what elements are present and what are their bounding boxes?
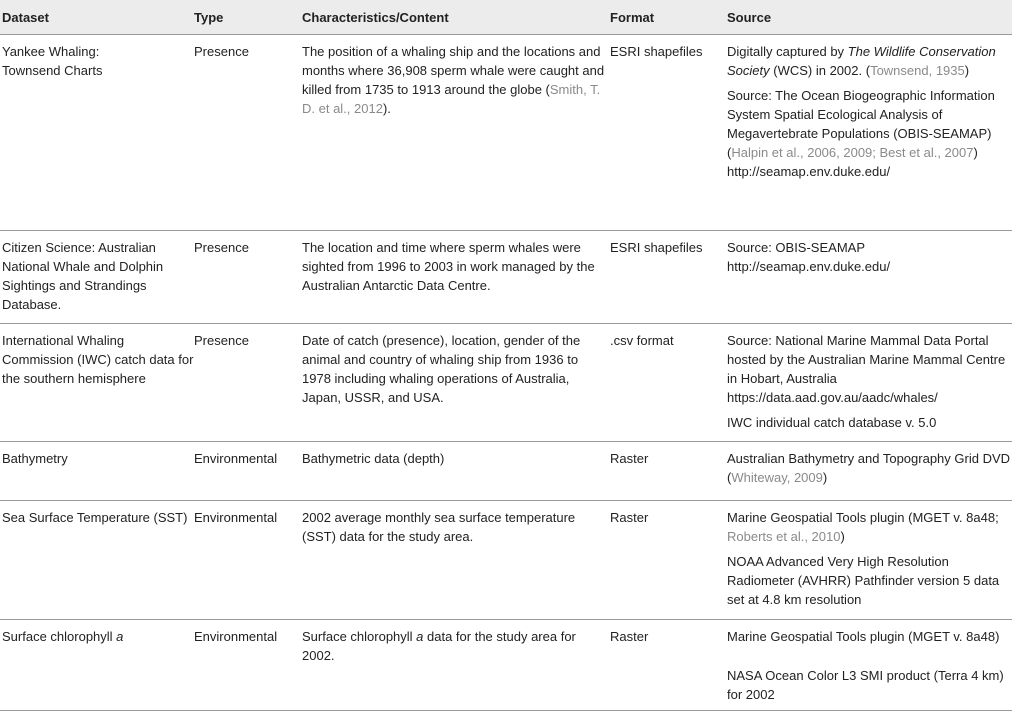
cell-format: Raster bbox=[610, 451, 649, 466]
cell-dataset: Bathymetry bbox=[2, 451, 68, 466]
cell-type: Presence bbox=[194, 333, 249, 348]
source-text: ) bbox=[964, 63, 970, 78]
table-row bbox=[0, 324, 1012, 442]
table-row bbox=[0, 442, 1012, 501]
table-row bbox=[0, 35, 1012, 231]
content-text: The position of a whaling ship and the locations and months where 36,908 sperm whale were caught and killed from 1735 to 1913 around the globe ( bbox=[302, 44, 605, 97]
cell-format: Raster bbox=[610, 629, 649, 644]
cell-format: ESRI shapefiles bbox=[610, 240, 703, 255]
citation-link[interactable]: Smith, T. D. et al., 2012 bbox=[302, 82, 601, 116]
cell-source bbox=[727, 501, 1012, 619]
source-text: (WCS) in 2002. ( bbox=[769, 63, 871, 78]
header-content: Characteristics/Content bbox=[302, 9, 449, 25]
header-type: Type bbox=[194, 9, 224, 25]
source-text: Marine Geospatial Tools plugin (MGET v. 8a48; bbox=[727, 510, 999, 525]
cell-type: Presence bbox=[194, 44, 249, 59]
source-paragraph: Source: National Marine Mammal Data Portal hosted by the Australian Marine Mammal Centre in Hobart, Australia https://data.aad.gov.au/aadc/whales/ bbox=[727, 333, 1006, 405]
source-paragraph bbox=[727, 508, 1012, 546]
cell-format: Raster bbox=[610, 510, 649, 525]
citation-link[interactable]: Halpin et al., 2006, 2009; Best et al., 2007 bbox=[731, 145, 974, 160]
source-paragraph: NOAA Advanced Very High Resolution Radiometer (AVHRR) Pathfinder version 5 data set at 4.8 km resolution bbox=[727, 554, 1000, 607]
table-row bbox=[0, 620, 1012, 711]
source-paragraph bbox=[727, 86, 1012, 181]
source-text: Digitally captured by bbox=[727, 44, 848, 59]
source-paragraph: IWC individual catch database v. 5.0 bbox=[727, 415, 937, 430]
cell-type: Presence bbox=[194, 240, 249, 255]
cell-dataset: Sea Surface Temperature (SST) bbox=[2, 510, 188, 525]
cell-dataset: International Whaling Commission (IWC) catch data for the southern hemisphere bbox=[2, 333, 194, 386]
cell-type: Environmental bbox=[194, 510, 278, 525]
table-row bbox=[0, 231, 1012, 324]
cell-source bbox=[727, 231, 1012, 323]
header-source: Source bbox=[727, 9, 772, 25]
dataset-line: Yankee Whaling: bbox=[2, 44, 100, 59]
cell-content bbox=[302, 620, 610, 710]
cell-source bbox=[727, 324, 1012, 441]
header-format: Format bbox=[610, 9, 655, 25]
citation-link[interactable]: Whiteway, 2009 bbox=[731, 470, 823, 485]
cell-dataset bbox=[0, 35, 194, 230]
citation-link[interactable]: Townsend, 1935 bbox=[870, 63, 965, 78]
source-url[interactable]: http://seamap.env.duke.edu/ bbox=[727, 164, 891, 179]
cell-dataset bbox=[0, 620, 194, 710]
source-text: ) bbox=[822, 470, 828, 485]
cell-dataset: Citizen Science: Australian National Whale and Dolphin Sightings and Strandings Database. bbox=[2, 240, 164, 312]
cell-content: 2002 average monthly sea surface temperature (SST) data for the study area. bbox=[302, 510, 576, 544]
source-text: Australian Bathymetry and Topography Grid DVD ( bbox=[727, 451, 1011, 485]
source-paragraph: Marine Geospatial Tools plugin (MGET v. 8a48) bbox=[727, 629, 1000, 644]
dataset-line: Townsend Charts bbox=[2, 63, 103, 78]
cell-content bbox=[302, 35, 610, 230]
header-dataset: Dataset bbox=[2, 9, 49, 25]
source-paragraph: NASA Ocean Color L3 SMI product (Terra 4 km) for 2002 bbox=[727, 668, 1004, 702]
cell-content: Date of catch (presence), location, gender of the animal and country of whaling ship from 1936 to 1978 including whaling operations of Australia, Japan, USSR, and USA. bbox=[302, 333, 581, 405]
cell-format: .csv format bbox=[610, 333, 674, 348]
cell-source bbox=[727, 620, 1012, 710]
content-text: data for the study area for 2002. bbox=[302, 629, 576, 663]
source-url[interactable]: http://seamap.env.duke.edu/ bbox=[727, 259, 891, 274]
source-emphasis: The Wildlife Conservation Society bbox=[727, 44, 996, 78]
source-text: ) bbox=[840, 529, 845, 544]
content-text: ). bbox=[382, 101, 391, 116]
cell-source bbox=[727, 35, 1012, 230]
cell-type: Environmental bbox=[194, 451, 278, 466]
cell-content: The location and time where sperm whales were sighted from 1996 to 2003 in work managed by the Australian Antarctic Data Centre. bbox=[302, 240, 595, 293]
content-emphasis: a bbox=[416, 629, 424, 644]
source-text: Source: OBIS-SEAMAP bbox=[727, 240, 865, 255]
dataset-emphasis: a bbox=[116, 629, 124, 644]
source-text: ) bbox=[973, 145, 978, 160]
citation-link[interactable]: Roberts et al., 2010 bbox=[727, 529, 841, 544]
content-text: Surface chlorophyll bbox=[302, 629, 417, 644]
source-paragraph bbox=[727, 42, 1012, 80]
table-header-row bbox=[0, 0, 1012, 35]
cell-type: Environmental bbox=[194, 629, 278, 644]
cell-content: Bathymetric data (depth) bbox=[302, 451, 445, 466]
table-row bbox=[0, 501, 1012, 620]
dataset-text: Surface chlorophyll bbox=[2, 629, 117, 644]
source-text: Source: The Ocean Biogeographic Information System Spatial Ecological Analysis of Megavertebrate Populations (OBIS-SEAMAP) ( bbox=[727, 88, 995, 160]
cell-source bbox=[727, 442, 1012, 500]
cell-format: ESRI shapefiles bbox=[610, 44, 703, 59]
